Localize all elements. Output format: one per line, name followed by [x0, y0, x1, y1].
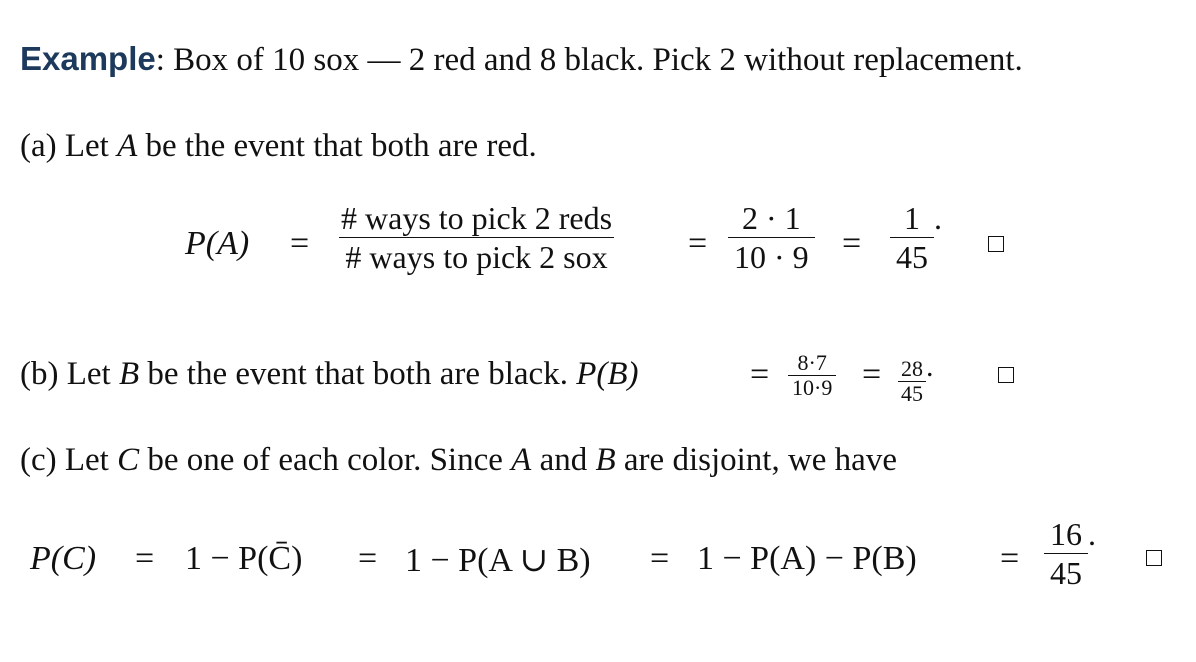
part-b-frac1-num: 8·7 [797, 350, 827, 375]
example-text: Box of 10 sox — 2 red and 8 black. Pick 2 without replacement. [173, 42, 1023, 78]
part-b-lhs: P(B) [576, 356, 639, 392]
qed-square-icon [1146, 550, 1162, 566]
part-a-eq-2: = [688, 225, 708, 262]
part-b-fraction-2 [898, 350, 934, 405]
example-label: Example [20, 40, 156, 77]
part-c-var-c: C [117, 442, 140, 478]
part-a-prefix: (a) Let [20, 128, 118, 164]
part-c-eq-2: = [358, 540, 378, 577]
part-b-fraction-1 [788, 350, 836, 399]
part-a-suffix: be the event that both are red. [137, 128, 537, 164]
part-c-eq-1: = [135, 540, 155, 577]
part-a-frac3-num: 1 [904, 200, 920, 236]
part-b-frac1-den: 10·9 [788, 375, 836, 399]
part-a-frac1-num: # ways to pick 2 reds [341, 200, 613, 236]
part-c-prefix: (c) Let [20, 442, 118, 478]
part-a-lhs: P(A) [185, 225, 250, 262]
example-colon: : [155, 42, 165, 78]
part-a-frac2-num: 2 · 1 [742, 200, 801, 236]
part-b-suffix: be the event that both are black. [139, 356, 577, 392]
part-a-eq-1: = [290, 225, 310, 262]
part-a-eq-3: = [842, 225, 862, 262]
part-b-prefix: (b) Let [20, 356, 119, 392]
part-c-mid2: and [531, 442, 596, 478]
part-b-eq-2: = [862, 356, 882, 393]
part-c-term-4: 1 − P(A) − P(B) [697, 540, 917, 577]
qed-square-icon [988, 236, 1004, 252]
part-a-period: . [934, 200, 942, 236]
part-a-frac1-den: # ways to pick 2 sox [339, 237, 613, 273]
part-a-fraction-numbers [728, 200, 815, 273]
part-c-var-a: A [511, 442, 532, 478]
part-b-period: . [926, 350, 934, 383]
part-c-mid1: be one of each color. Since [139, 442, 512, 478]
part-c-suffix: are disjoint, we have [615, 442, 897, 478]
part-c-frac-den: 45 [1044, 553, 1088, 589]
qed-square-icon [998, 367, 1014, 383]
part-b-var: B [118, 356, 140, 392]
part-a-frac2-den: 10 · 9 [728, 237, 815, 273]
part-c-frac-num: 16 [1050, 516, 1082, 552]
part-c-period: . [1088, 516, 1096, 552]
part-b-frac2-den: 45 [898, 381, 926, 405]
part-a-var: A [117, 128, 138, 164]
example-line [20, 40, 1023, 79]
part-a-fraction-words [335, 200, 618, 273]
part-c-eq-3: = [650, 540, 670, 577]
part-c-term-3: 1 − P(A ∪ B) [405, 542, 591, 579]
part-a-frac3-den: 45 [890, 237, 934, 273]
part-c-fraction [1044, 516, 1096, 589]
part-c-term-1: P(C) [30, 540, 97, 577]
part-a-statement [20, 128, 537, 165]
part-c-var-b: B [595, 442, 616, 478]
part-c-eq-4: = [1000, 540, 1020, 577]
part-b-statement [20, 356, 639, 393]
part-c-term-2: 1 − P(C̄) [185, 540, 303, 577]
part-a-fraction-result [890, 200, 942, 273]
part-b-frac2-num: 28 [901, 356, 923, 381]
part-b-eq-1: = [750, 356, 770, 393]
part-c-statement [20, 442, 897, 479]
